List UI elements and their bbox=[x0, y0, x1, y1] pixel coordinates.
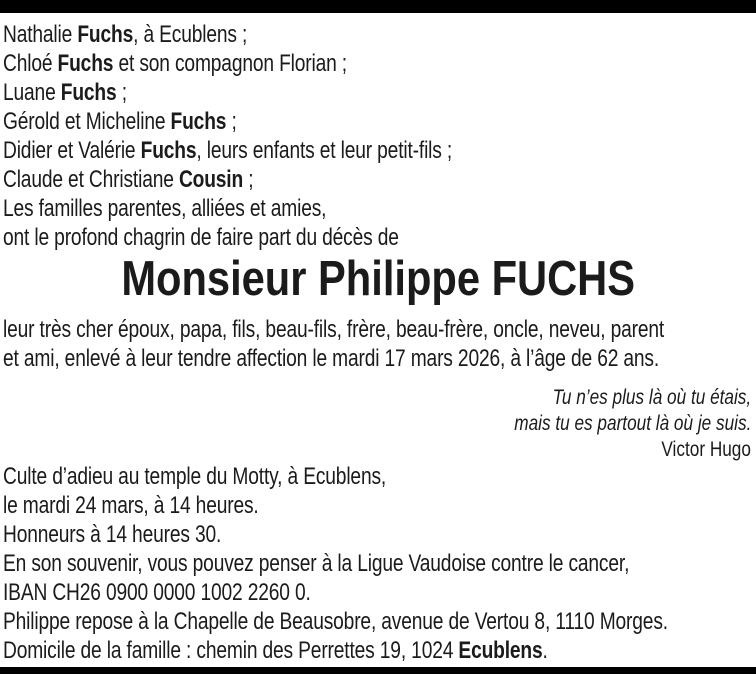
announcement-line-text bbox=[3, 223, 399, 252]
ceremony-line-text: Culte d’adieu au temple du Motty, à Ecublens, bbox=[3, 463, 387, 490]
line-text: , leurs enfants et leur petit-fils ; bbox=[196, 137, 453, 164]
bottom-border-bar bbox=[0, 667, 756, 674]
family-line-text bbox=[3, 165, 253, 194]
family-line-text bbox=[3, 78, 127, 107]
iban-text: IBAN CH26 0900 0000 1002 2260 0. bbox=[3, 579, 311, 606]
family-line-text bbox=[3, 49, 347, 78]
family-line bbox=[3, 107, 753, 136]
family-name-bold: Fuchs bbox=[140, 137, 197, 164]
line-text: ; bbox=[226, 108, 237, 135]
family-line bbox=[3, 194, 753, 223]
line-text: Domicile de la famille : chemin des Perrettes 19, 1024 bbox=[3, 637, 459, 664]
family-line bbox=[3, 49, 753, 78]
ceremony-line bbox=[3, 462, 753, 491]
family-name-bold: Fuchs bbox=[60, 79, 117, 106]
honneurs-text: Honneurs à 14 heures 30. bbox=[3, 521, 222, 548]
memorial-quote-line bbox=[3, 384, 751, 410]
quote-attribution-text: Victor Hugo bbox=[661, 437, 751, 461]
family-line bbox=[3, 165, 753, 194]
family-name-bold: Fuchs bbox=[57, 50, 114, 77]
announcement-line bbox=[3, 223, 753, 252]
family-line-text bbox=[3, 20, 247, 49]
line-text: ; bbox=[243, 166, 254, 193]
ceremony-date-text: le mardi 24 mars, à 14 heures. bbox=[3, 492, 259, 519]
line-text: Nathalie bbox=[3, 21, 78, 48]
repose-line bbox=[3, 607, 753, 636]
line-text: Les familles parentes, alliées et amies, bbox=[3, 195, 327, 222]
line-text: Chloé bbox=[3, 50, 58, 77]
quote-line-text: Tu n’es plus là où tu étais, bbox=[552, 385, 751, 409]
tribute-line bbox=[3, 344, 753, 373]
quote-attribution bbox=[3, 436, 751, 462]
family-line-text bbox=[3, 136, 452, 165]
domicile-line bbox=[3, 636, 753, 665]
family-line-text bbox=[3, 107, 237, 136]
donation-text: En son souvenir, vous pouvez penser à la Ligue Vaudoise contre le cancer, bbox=[3, 550, 630, 577]
family-name-bold: Cousin bbox=[178, 166, 244, 193]
line-text: ; bbox=[116, 79, 127, 106]
line-text: Claude et Christiane bbox=[3, 166, 179, 193]
family-line bbox=[3, 136, 753, 165]
line-text: Gérold et Micheline bbox=[3, 108, 171, 135]
quote-line-text: mais tu es partout là où je suis. bbox=[513, 411, 751, 435]
domicile-line-text bbox=[3, 636, 548, 665]
top-border-bar bbox=[0, 0, 756, 13]
deceased-name-text: Monsieur Philippe FUCHS bbox=[121, 252, 635, 306]
line-text: , à Ecublens ; bbox=[133, 21, 248, 48]
family-line bbox=[3, 20, 753, 49]
line-text: Didier et Valérie bbox=[3, 137, 141, 164]
tribute-line bbox=[3, 315, 753, 344]
donation-line bbox=[3, 549, 753, 578]
line-text: et son compagnon Florian ; bbox=[113, 50, 347, 77]
family-line bbox=[3, 78, 753, 107]
line-text: . bbox=[542, 637, 548, 664]
line-text: Luane bbox=[3, 79, 61, 106]
tribute-line-text: et ami, enlevé à leur tendre affection le mardi 17 mars 2026, à l’âge de 62 ans. bbox=[3, 345, 660, 372]
line-text: ont le profond chagrin de faire part du décès de bbox=[3, 224, 399, 251]
domicile-city-bold: Ecublens bbox=[458, 637, 543, 664]
iban-line bbox=[3, 578, 753, 607]
repose-text: Philippe repose à la Chapelle de Beausobre, avenue de Vertou 8, 1110 Morges. bbox=[3, 608, 668, 635]
honneurs-line bbox=[3, 520, 753, 549]
family-name-bold: Fuchs bbox=[77, 21, 134, 48]
memorial-quote-line bbox=[3, 410, 751, 436]
family-line-text bbox=[3, 194, 326, 223]
ceremony-date-line bbox=[3, 491, 753, 520]
family-name-bold: Fuchs bbox=[170, 108, 227, 135]
tribute-line-text: leur très cher époux, papa, fils, beau-fils, frère, beau-frère, oncle, neveu, parent bbox=[3, 316, 665, 343]
deceased-name-title bbox=[0, 253, 756, 305]
